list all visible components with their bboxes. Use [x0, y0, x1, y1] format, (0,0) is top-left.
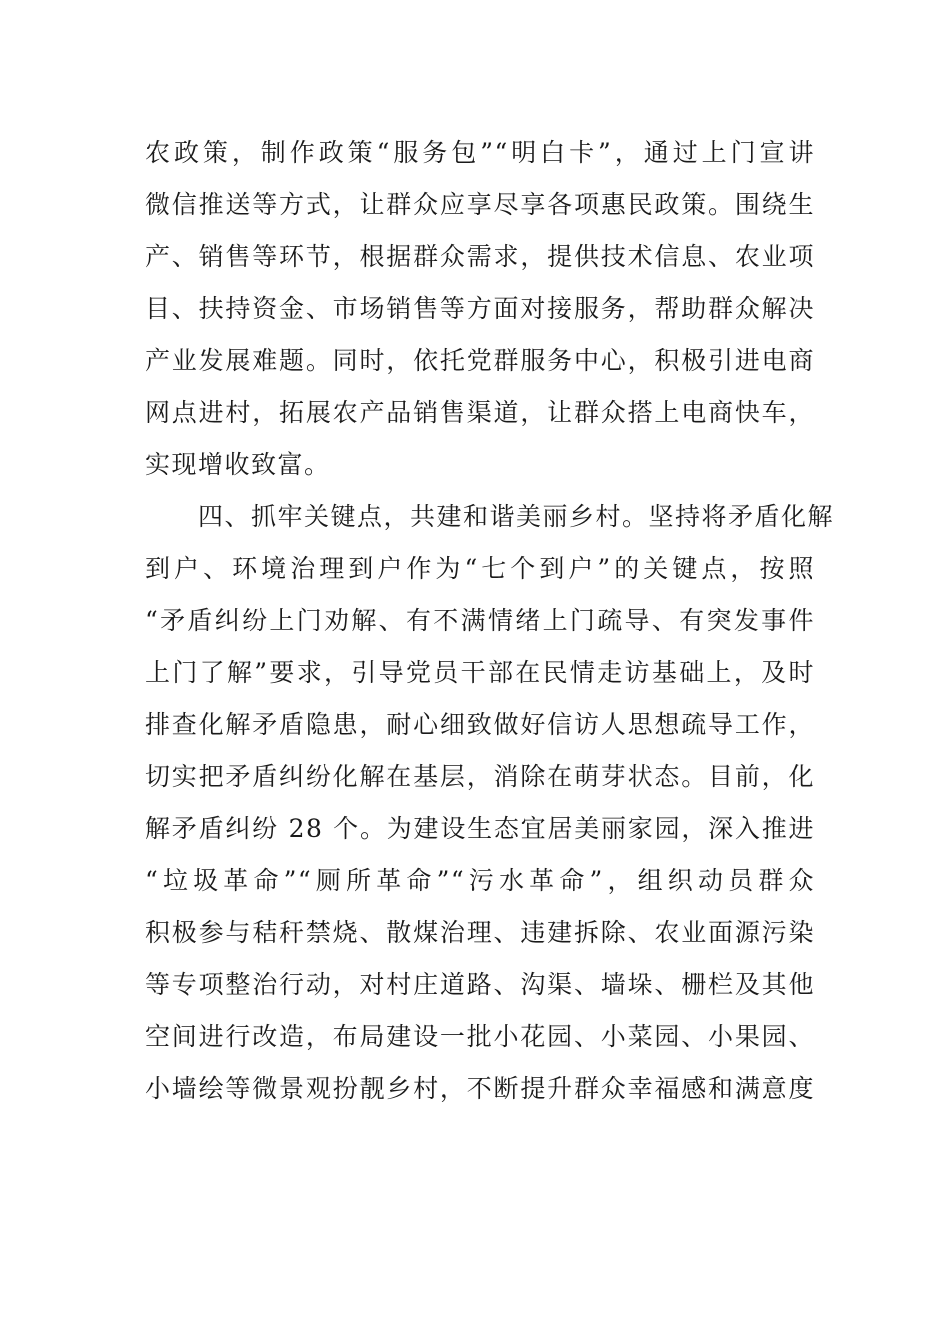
paragraph-1-line-2: 微信推送等方式，让群众应享尽享各项惠民政策。围绕生 — [145, 190, 815, 219]
paragraph-1-line-7: 实现增收致富。 — [145, 450, 331, 479]
paragraph-2-line-3: “矛盾纠纷上门劝解、有不满情绪上门疏导、有突发事件 — [145, 606, 815, 635]
paragraph-1-line-6: 网点进村，拓展农产品销售渠道，让群众搭上电商快车， — [145, 398, 815, 427]
paragraph-1-line-5: 产业发展难题。同时，依托党群服务中心，积极引进电商 — [145, 346, 815, 375]
body-text — [145, 127, 835, 1115]
paragraph-2-line-11: 空间进行改造，布局建设一批小花园、小菜园、小果园、 — [145, 1022, 815, 1051]
paragraph-2-line-7: 解矛盾纠纷 28 个。为建设生态宜居美丽家园，深入推进 — [145, 814, 815, 843]
paragraph-2-line-2: 到户、环境治理到户作为“七个到户”的关键点，按照 — [145, 554, 815, 583]
paragraph-2-line-10: 等专项整治行动，对村庄道路、沟渠、墙垛、栅栏及其他 — [145, 970, 815, 999]
paragraph-2-line-8: “垃圾革命”“厕所革命”“污水革命”，组织动员群众 — [145, 866, 815, 895]
paragraph-2-line-9: 积极参与秸秆禁烧、散煤治理、违建拆除、农业面源污染 — [145, 918, 815, 947]
paragraph-1-line-1: 农政策，制作政策“服务包”“明白卡”，通过上门宣讲 — [145, 138, 815, 167]
paragraph-2-line-4: 上门了解”要求，引导党员干部在民情走访基础上，及时 — [145, 658, 815, 687]
paragraph-2-line-6: 切实把矛盾纠纷化解在基层，消除在萌芽状态。目前，化 — [145, 762, 815, 791]
paragraph-2-line-1: 四、抓牢关键点，共建和谐美丽乡村。坚持将矛盾化解 — [145, 502, 835, 531]
paragraph-2-line-12: 小墙绘等微景观扮靓乡村，不断提升群众幸福感和满意度 — [145, 1074, 815, 1103]
paragraph-1-line-3: 产、销售等环节，根据群众需求，提供技术信息、农业项 — [145, 242, 815, 271]
paragraph-2-line-5: 排查化解矛盾隐患，耐心细致做好信访人思想疏导工作， — [145, 710, 815, 739]
paragraph-1-line-4: 目、扶持资金、市场销售等方面对接服务，帮助群众解决 — [145, 294, 815, 323]
